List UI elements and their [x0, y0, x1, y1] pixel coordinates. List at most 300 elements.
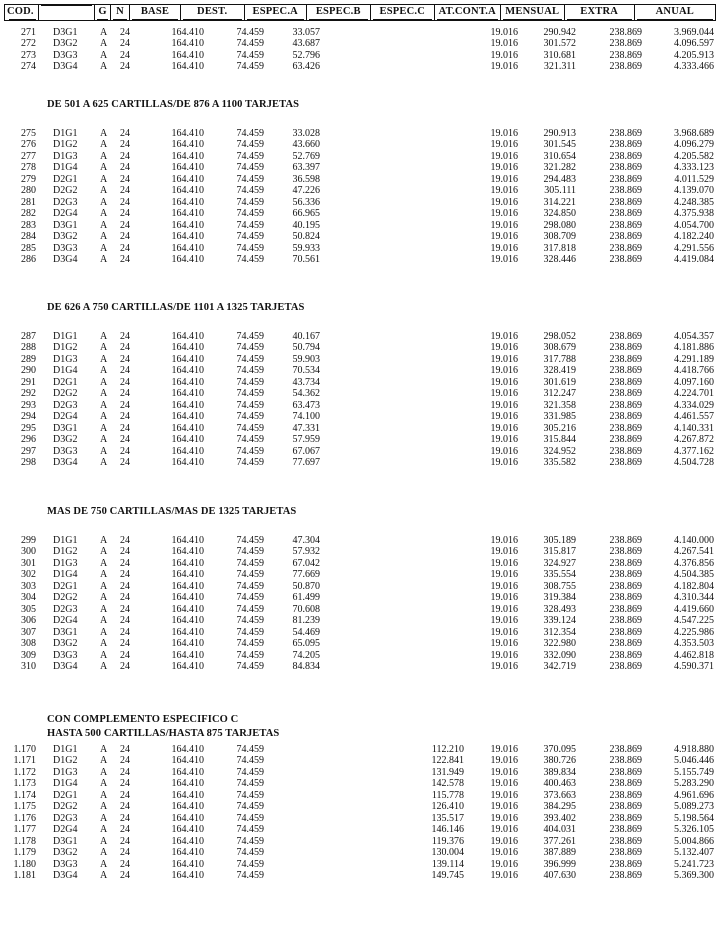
extra-cell: 238.869 [609, 615, 642, 627]
n-cell: 24 [120, 546, 130, 558]
anual-cell: 5.283.290 [674, 778, 714, 790]
dest-cell: 74.459 [236, 253, 264, 265]
dest-cell: 74.459 [236, 660, 264, 672]
n-cell: 24 [120, 557, 130, 569]
n-cell: 24 [120, 744, 130, 755]
dest-cell: 74.459 [236, 580, 264, 592]
table-row [4, 546, 716, 558]
mensual-cell: 301.572 [543, 38, 576, 50]
espec-a-cell: 56.336 [292, 196, 320, 208]
table-row [4, 151, 716, 163]
extra-cell: 238.869 [609, 27, 642, 38]
dest-cell: 74.459 [236, 208, 264, 220]
mensual-cell: 332.090 [543, 649, 576, 661]
base-cell: 164.410 [171, 603, 204, 615]
at-cont-a-cell: 19.016 [490, 331, 518, 342]
cod-cell: 286 [21, 253, 36, 265]
g-cell: A [100, 869, 108, 881]
base-cell: 164.410 [171, 219, 204, 231]
table-row [4, 231, 716, 243]
espec-a-cell: 59.933 [292, 242, 320, 254]
table-row [4, 331, 716, 343]
at-cont-a-cell: 19.016 [490, 660, 518, 672]
extra-cell: 238.869 [609, 219, 642, 231]
extra-cell: 238.869 [609, 353, 642, 365]
dest-cell: 74.459 [236, 615, 264, 627]
mensual-cell: 324.850 [543, 208, 576, 220]
espec-a-cell: 67.042 [292, 557, 320, 569]
espec-a-cell: 33.028 [292, 128, 320, 139]
category-cell: D2G3 [53, 196, 78, 208]
anual-cell: 5.241.723 [674, 858, 714, 870]
col-espec-a-label: ESPEC.A [252, 6, 298, 17]
anual-cell: 4.590.371 [674, 660, 714, 672]
base-cell: 164.410 [171, 353, 204, 365]
base-cell: 164.410 [171, 824, 204, 836]
dest-cell: 74.459 [236, 778, 264, 790]
table-row [4, 354, 716, 366]
at-cont-a-cell: 19.016 [490, 869, 518, 881]
base-cell: 164.410 [171, 365, 204, 377]
anual-cell: 4.097.160 [674, 376, 714, 388]
espec-a-cell: 63.397 [292, 162, 320, 174]
espec-c-cell: 112.210 [431, 744, 464, 755]
g-cell: A [100, 456, 108, 468]
at-cont-a-cell: 19.016 [490, 824, 518, 836]
n-cell: 24 [120, 49, 130, 61]
category-cell: D2G1 [53, 173, 78, 185]
table-row [4, 27, 716, 39]
n-cell: 24 [120, 173, 130, 185]
espec-a-cell: 50.870 [292, 580, 320, 592]
anual-cell: 4.291.556 [674, 242, 714, 254]
anual-cell: 4.096.597 [674, 38, 714, 50]
espec-a-cell: 65.095 [292, 638, 320, 650]
header-underline [9, 19, 36, 20]
espec-c-cell: 146.146 [431, 824, 464, 836]
dest-cell: 74.459 [236, 569, 264, 581]
at-cont-a-cell: 19.016 [490, 456, 518, 468]
dest-cell: 74.459 [236, 649, 264, 661]
at-cont-a-cell: 19.016 [490, 569, 518, 581]
base-cell: 164.410 [171, 38, 204, 50]
espec-a-cell: 63.426 [292, 61, 320, 73]
extra-cell: 238.869 [609, 185, 642, 197]
mensual-cell: 331.985 [543, 411, 576, 423]
n-cell: 24 [120, 615, 130, 627]
espec-a-cell: 54.469 [292, 626, 320, 638]
extra-cell: 238.869 [609, 535, 642, 546]
base-cell: 164.410 [171, 411, 204, 423]
espec-a-cell: 40.167 [292, 331, 320, 342]
dest-cell: 74.459 [236, 27, 264, 38]
cod-cell: 303 [21, 580, 36, 592]
dest-cell: 74.459 [236, 173, 264, 185]
table-row [4, 569, 716, 581]
at-cont-a-cell: 19.016 [490, 365, 518, 377]
g-cell: A [100, 231, 108, 243]
at-cont-a-cell: 19.016 [490, 173, 518, 185]
espec-a-cell: 59.903 [292, 353, 320, 365]
cod-cell: 1.178 [13, 835, 36, 847]
cod-cell: 309 [21, 649, 36, 661]
category-cell: D3G1 [53, 626, 78, 638]
table-row [4, 185, 716, 197]
dest-cell: 74.459 [236, 376, 264, 388]
at-cont-a-cell: 19.016 [490, 744, 518, 755]
base-cell: 164.410 [171, 231, 204, 243]
extra-cell: 238.869 [609, 331, 642, 342]
category-cell: D1G2 [53, 139, 78, 151]
section-title: DE 501 A 625 CARTILLAS/DE 876 A 1100 TARJETAS [47, 99, 300, 110]
mensual-cell: 305.111 [544, 185, 576, 197]
table-row [4, 581, 716, 593]
dest-cell: 74.459 [236, 342, 264, 354]
table-row [4, 388, 716, 400]
table-row [4, 661, 716, 673]
category-cell: D3G4 [53, 869, 78, 881]
col-g-label: G [98, 6, 107, 17]
espec-a-cell: 74.100 [292, 411, 320, 423]
extra-cell: 238.869 [609, 835, 642, 847]
base-cell: 164.410 [171, 456, 204, 468]
cod-cell: 288 [21, 342, 36, 354]
dest-cell: 74.459 [236, 231, 264, 243]
category-cell: D1G2 [53, 755, 78, 767]
mensual-cell: 324.952 [543, 445, 576, 457]
category-cell: D3G4 [53, 660, 78, 672]
cod-cell: 306 [21, 615, 36, 627]
anual-cell: 4.504.385 [674, 569, 714, 581]
cod-cell: 1.173 [13, 778, 36, 790]
table-row [4, 592, 716, 604]
g-cell: A [100, 755, 108, 767]
cod-cell: 305 [21, 603, 36, 615]
extra-cell: 238.869 [609, 847, 642, 859]
anual-cell: 4.224.701 [674, 388, 714, 400]
at-cont-a-cell: 19.016 [490, 626, 518, 638]
dest-cell: 74.459 [236, 801, 264, 813]
extra-cell: 238.869 [609, 744, 642, 755]
category-cell: D3G2 [53, 638, 78, 650]
col-dest-label: DEST. [197, 6, 228, 17]
n-cell: 24 [120, 592, 130, 604]
category-cell: D2G1 [53, 580, 78, 592]
mensual-cell: 328.493 [543, 603, 576, 615]
n-cell: 24 [120, 231, 130, 243]
table-row [4, 558, 716, 570]
extra-cell: 238.869 [609, 592, 642, 604]
mensual-cell: 294.483 [543, 173, 576, 185]
g-cell: A [100, 331, 108, 342]
category-cell: D1G1 [53, 535, 78, 546]
category-cell: D2G3 [53, 603, 78, 615]
base-cell: 164.410 [171, 422, 204, 434]
cod-cell: 284 [21, 231, 36, 243]
anual-cell: 4.181.886 [674, 342, 714, 354]
anual-cell: 4.547.225 [674, 615, 714, 627]
espec-a-cell: 50.794 [292, 342, 320, 354]
base-cell: 164.410 [171, 185, 204, 197]
n-cell: 24 [120, 399, 130, 411]
category-cell: D3G3 [53, 445, 78, 457]
anual-cell: 5.369.300 [674, 869, 714, 881]
mensual-cell: 400.463 [543, 778, 576, 790]
at-cont-a-cell: 19.016 [490, 557, 518, 569]
anual-cell: 4.333.123 [674, 162, 714, 174]
col-dest-header [180, 5, 244, 20]
cod-cell: 280 [21, 185, 36, 197]
extra-cell: 238.869 [609, 456, 642, 468]
dest-cell: 74.459 [236, 49, 264, 61]
g-cell: A [100, 388, 108, 400]
mensual-cell: 319.384 [543, 592, 576, 604]
extra-cell: 238.869 [609, 162, 642, 174]
cod-cell: 307 [21, 626, 36, 638]
espec-a-cell: 84.834 [292, 660, 320, 672]
espec-c-cell: 130.004 [431, 847, 464, 859]
table-row [4, 824, 716, 836]
g-cell: A [100, 150, 108, 162]
mensual-cell: 290.942 [543, 27, 576, 38]
n-cell: 24 [120, 801, 130, 813]
dest-cell: 74.459 [236, 388, 264, 400]
extra-cell: 238.869 [609, 603, 642, 615]
cod-cell: 279 [21, 173, 36, 185]
g-cell: A [100, 422, 108, 434]
category-cell: D3G1 [53, 219, 78, 231]
category-cell: D1G4 [53, 778, 78, 790]
cod-cell: 278 [21, 162, 36, 174]
g-cell: A [100, 660, 108, 672]
cod-cell: 1.180 [13, 858, 36, 870]
espec-a-cell: 74.205 [292, 649, 320, 661]
g-cell: A [100, 61, 108, 73]
cod-cell: 291 [21, 376, 36, 388]
col-espec-a-header [244, 5, 306, 20]
at-cont-a-cell: 19.016 [490, 778, 518, 790]
at-cont-a-cell: 19.016 [490, 789, 518, 801]
category-cell: D2G4 [53, 824, 78, 836]
dest-cell: 74.459 [236, 162, 264, 174]
g-cell: A [100, 789, 108, 801]
mensual-cell: 298.080 [543, 219, 576, 231]
dest-cell: 74.459 [236, 812, 264, 824]
espec-a-cell: 43.660 [292, 139, 320, 151]
table-row [4, 139, 716, 151]
table-row [4, 220, 716, 232]
n-cell: 24 [120, 456, 130, 468]
at-cont-a-cell: 19.016 [490, 766, 518, 778]
col-anual-label: ANUAL [655, 6, 694, 17]
at-cont-a-cell: 19.016 [490, 649, 518, 661]
extra-cell: 238.869 [609, 569, 642, 581]
anual-cell: 4.377.162 [674, 445, 714, 457]
at-cont-a-cell: 19.016 [490, 615, 518, 627]
cod-cell: 297 [21, 445, 36, 457]
anual-cell: 5.132.407 [674, 847, 714, 859]
dest-cell: 74.459 [236, 626, 264, 638]
base-cell: 164.410 [171, 162, 204, 174]
table-row [4, 174, 716, 186]
table-row [4, 778, 716, 790]
base-cell: 164.410 [171, 445, 204, 457]
table-row [4, 162, 716, 174]
dest-cell: 74.459 [236, 445, 264, 457]
g-cell: A [100, 38, 108, 50]
header-underline [637, 19, 713, 20]
cod-cell: 1.171 [13, 755, 36, 767]
anual-cell: 4.961.696 [674, 789, 714, 801]
g-cell: A [100, 219, 108, 231]
table-row [4, 365, 716, 377]
mensual-cell: 407.630 [543, 869, 576, 881]
mensual-cell: 321.282 [543, 162, 576, 174]
mensual-cell: 308.755 [543, 580, 576, 592]
category-cell: D1G1 [53, 128, 78, 139]
g-cell: A [100, 812, 108, 824]
espec-a-cell: 81.239 [292, 615, 320, 627]
mensual-cell: 321.358 [543, 399, 576, 411]
mensual-cell: 339.124 [543, 615, 576, 627]
at-cont-a-cell: 19.016 [490, 592, 518, 604]
extra-cell: 238.869 [609, 869, 642, 881]
at-cont-a-cell: 19.016 [490, 150, 518, 162]
at-cont-a-cell: 19.016 [490, 835, 518, 847]
extra-cell: 238.869 [609, 61, 642, 73]
category-cell: D1G2 [53, 342, 78, 354]
category-cell: D3G3 [53, 242, 78, 254]
cod-cell: 300 [21, 546, 36, 558]
mensual-cell: 387.889 [543, 847, 576, 859]
category-cell: D1G3 [53, 557, 78, 569]
header-underline [437, 19, 498, 20]
base-cell: 164.410 [171, 557, 204, 569]
dest-cell: 74.459 [236, 38, 264, 50]
dest-cell: 74.459 [236, 755, 264, 767]
extra-cell: 238.869 [609, 139, 642, 151]
n-cell: 24 [120, 61, 130, 73]
n-cell: 24 [120, 869, 130, 881]
at-cont-a-cell: 19.016 [490, 755, 518, 767]
n-cell: 24 [120, 638, 130, 650]
anual-cell: 5.046.446 [674, 755, 714, 767]
n-cell: 24 [120, 445, 130, 457]
at-cont-a-cell: 19.016 [490, 399, 518, 411]
n-cell: 24 [120, 162, 130, 174]
g-cell: A [100, 847, 108, 859]
extra-cell: 238.869 [609, 778, 642, 790]
at-cont-a-cell: 19.016 [490, 208, 518, 220]
table-row [4, 790, 716, 802]
g-cell: A [100, 139, 108, 151]
table-row [4, 423, 716, 435]
table-row [4, 38, 716, 50]
category-cell: D2G1 [53, 376, 78, 388]
mensual-cell: 301.545 [543, 139, 576, 151]
mensual-cell: 308.679 [543, 342, 576, 354]
category-cell: D1G3 [53, 150, 78, 162]
col-espec-b-label: ESPEC.B [315, 6, 361, 17]
mensual-cell: 317.818 [543, 242, 576, 254]
dest-cell: 74.459 [236, 858, 264, 870]
g-cell: A [100, 399, 108, 411]
cod-cell: 277 [21, 150, 36, 162]
mensual-cell: 315.817 [543, 546, 576, 558]
n-cell: 24 [120, 778, 130, 790]
n-cell: 24 [120, 847, 130, 859]
dest-cell: 74.459 [236, 331, 264, 342]
table-row [4, 434, 716, 446]
extra-cell: 238.869 [609, 766, 642, 778]
category-cell: D2G2 [53, 388, 78, 400]
base-cell: 164.410 [171, 615, 204, 627]
espec-a-cell: 47.331 [292, 422, 320, 434]
col-n-label: N [116, 6, 124, 17]
dest-cell: 74.459 [236, 744, 264, 755]
g-cell: A [100, 638, 108, 650]
category-cell: D3G1 [53, 835, 78, 847]
table-row [4, 870, 716, 882]
extra-cell: 238.869 [609, 128, 642, 139]
cod-cell: 285 [21, 242, 36, 254]
col-cod-header [5, 5, 38, 20]
n-cell: 24 [120, 388, 130, 400]
g-cell: A [100, 580, 108, 592]
espec-c-cell: 119.376 [431, 835, 464, 847]
anual-cell: 4.918.880 [674, 744, 714, 755]
espec-a-cell: 70.534 [292, 365, 320, 377]
espec-a-cell: 70.608 [292, 603, 320, 615]
category-cell: D1G4 [53, 569, 78, 581]
base-cell: 164.410 [171, 242, 204, 254]
anual-cell: 4.267.872 [674, 434, 714, 446]
espec-a-cell: 43.734 [292, 376, 320, 388]
at-cont-a-cell: 19.016 [490, 61, 518, 73]
n-cell: 24 [120, 603, 130, 615]
extra-cell: 238.869 [609, 801, 642, 813]
header-underline [41, 5, 92, 6]
anual-cell: 4.353.503 [674, 638, 714, 650]
table-row [4, 638, 716, 650]
n-cell: 24 [120, 365, 130, 377]
cod-cell: 290 [21, 365, 36, 377]
table-row [4, 400, 716, 412]
header-underline [113, 19, 127, 20]
cod-cell: 275 [21, 128, 36, 139]
extra-cell: 238.869 [609, 557, 642, 569]
base-cell: 164.410 [171, 789, 204, 801]
n-cell: 24 [120, 755, 130, 767]
g-cell: A [100, 445, 108, 457]
category-cell: D3G1 [53, 27, 78, 38]
col-espec-b-header [306, 5, 370, 20]
anual-cell: 4.205.913 [674, 49, 714, 61]
table-row [4, 342, 716, 354]
extra-cell: 238.869 [609, 411, 642, 423]
col-extra-label: EXTRA [580, 6, 619, 17]
anual-cell: 4.096.279 [674, 139, 714, 151]
anual-cell: 5.089.273 [674, 801, 714, 813]
extra-cell: 238.869 [609, 399, 642, 411]
category-cell: D1G4 [53, 365, 78, 377]
table-row [4, 767, 716, 779]
table-row [4, 755, 716, 767]
dest-cell: 74.459 [236, 422, 264, 434]
table-header [4, 4, 716, 21]
col-extra-header [564, 5, 634, 20]
col-cod-label: COD. [7, 6, 34, 17]
